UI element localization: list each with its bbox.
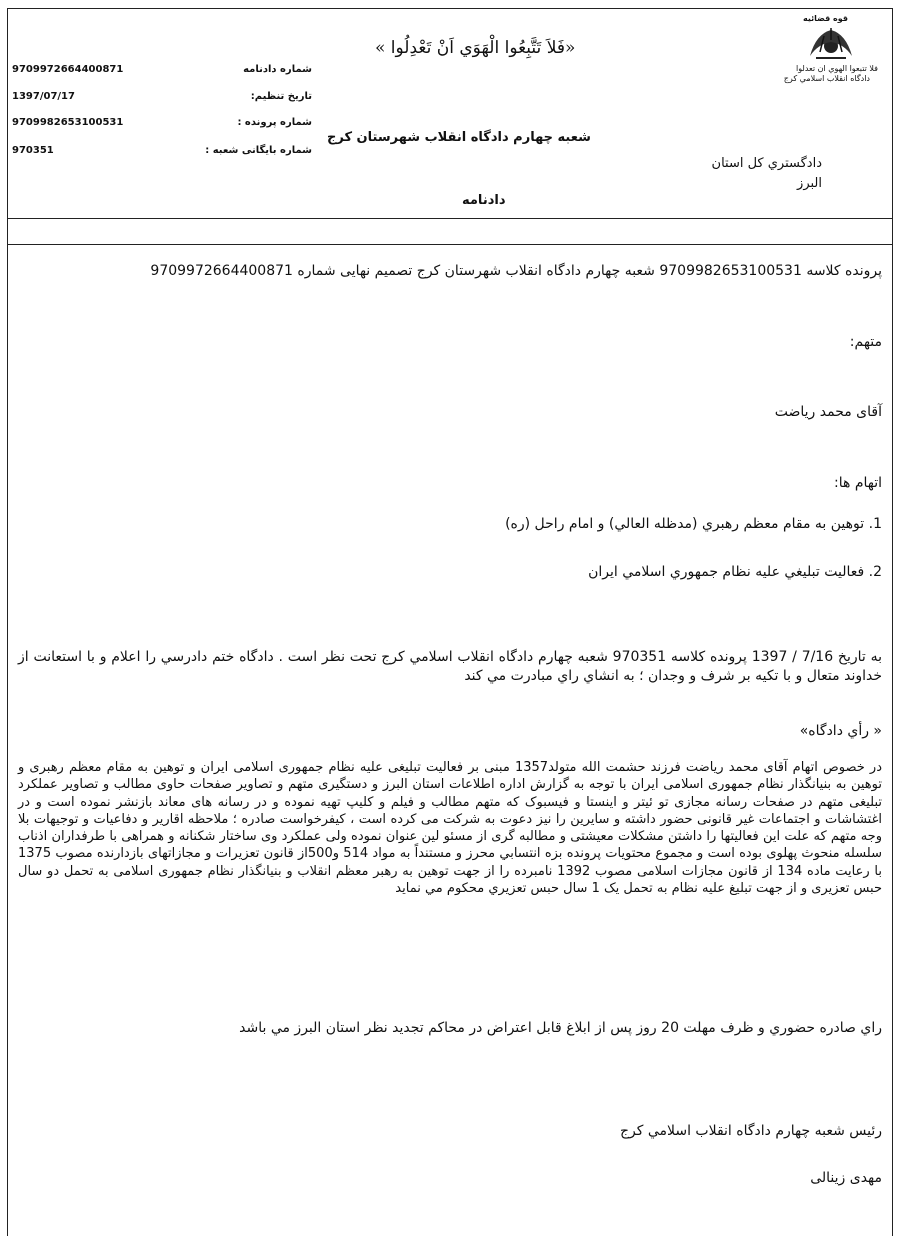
charges-heading: اتهام ها: [834, 475, 882, 491]
emblem-icon [806, 26, 856, 62]
body-divider [7, 244, 893, 245]
emblem-court-text: دادگاه انقلاب اسلامي كرج [783, 74, 870, 83]
signature-name: مهدی زینالی [810, 1170, 882, 1186]
justice-line: البرز [797, 176, 822, 191]
meta-label: شماره دادنامه [243, 64, 312, 75]
judgment-paragraph: در خصوص اتهام آقای محمد رياضت فرزند حشمت الله متولد1357 مبنی بر فعالیت تبلیغی علیه نظام جمهوری اسلامی ایران و توهین به مقام معظم رهبری و توهین به بنیانگذار نظام جمهوری اسلامی ایران با توجه به گزارش اداره اطلاعات استان البرز و دستگیری متهم و تصاویر صفحات حاوی مطالب و تصاویر عملکرد تبلیغی متهم در صفحات رسانه مجازی تو ئیتر و اینستا و فیسبوک که متهم مطالب و فیلم و کلیپ تهیه نموده و در رسانه های معاند بازنشر نموده است و در اغتشاشات و اجتماعات غیر قانونی حضور داشته و سایرین را نیز دعوت به شرکت می کرده است ، کیفرخواست صادره ؛ ملاحظه اقاریر و دفاعیات و توجیهات بلا وجه متهم که علت این فعالیتها را داشتن مشکلات معیشتی و مطالبه گری از مسئو لین عنوان نموده ولی عملکرد وی ساختار شکنانه و همراهی با طرفداران اذناب سلسله منحوث پهلوی بوده است و مجموع محتویات پرونده بزه انتسابي محرز و مستنداً به مواد 514 و500از قانون تعزيرات و مجازاتهای بازدارنده مصوب 1375 با رعایت ماده 134 از قانون مجازات اسلامی مصوب 1392 نامبرده را از جهت توهین به رهبر معظم انقلاب و بنیانگذار نظام جمهوری اسلامی به تحمل دو سال حبس تعزیری و از جهت تبلیغ علیه نظام به تحمل یک 1 سال حبس تعزيري محكوم مي نمايد [18, 760, 882, 897]
meta-value: 9709972664400871 [12, 64, 124, 75]
accused-name: آقای محمد رياضت [774, 404, 882, 420]
quran-verse: «فَلاَ تَتَّبِعُوا الْهَوَي اَنْ تَعْدِلُوا » [375, 38, 576, 58]
meta-label: شماره بایگانی شعبه : [205, 145, 312, 156]
charge-item: 2. فعاليت تبليغي عليه نظام جمهوري اسلامي ايران [588, 564, 882, 580]
emblem-verse-text: فلا تتبعوا الهوي ان تعدلوا [796, 64, 878, 73]
meta-value: 970351 [12, 145, 54, 156]
verdict-heading: « رأي دادگاه» [799, 723, 882, 739]
meta-label: تاریخ تنظیم: [250, 91, 312, 102]
accused-heading: متهم: [849, 334, 882, 350]
meta-label: شماره پرونده : [237, 117, 312, 128]
case-intro: پرونده كلاسه 9709982653100531 شعبه چهارم دادگاه انقلاب شهرستان كرج تصميم نهايی شماره 9709972664400871 [150, 263, 882, 279]
session-paragraph: به تاريخ 7/16 / 1397 پرونده كلاسه 970351 شعبه چهارم دادگاه انقلاب اسلامي كرج تحت نظر است . دادگاه ختم دادرسي را اعلام و با استعانت از خداوند متعال و با تكيه بر شرف و وجدان ؛ به انشاي راي مبادرت مي كند [18, 649, 882, 684]
header-divider [7, 218, 893, 219]
emblem-top-text: قوه قضائیه [802, 14, 848, 23]
signature-title: رئيس شعبه چهارم دادگاه انقلاب اسلامي كرج [619, 1123, 882, 1139]
document-title: دادنامه [462, 193, 506, 208]
judiciary-emblem [738, 14, 878, 84]
meta-value: 1397/07/17 [12, 91, 75, 102]
charge-item: 1. توهين به مقام معظم رهبري (مدظله العالي) و امام راحل (ره) [505, 516, 882, 532]
appeal-paragraph: راي صادره حضوري و ظرف مهلت 20 روز پس از ابلاغ قابل اعتراض در محاكم تجديد نظر استان البرز مي باشد [239, 1020, 882, 1036]
justice-line: دادگستري كل استان [711, 156, 822, 171]
court-branch-title: شعبه چهارم دادگاه انقلاب شهرستان كرج [327, 130, 591, 145]
justice-department [712, 154, 822, 194]
meta-value: 9709982653100531 [12, 117, 124, 128]
